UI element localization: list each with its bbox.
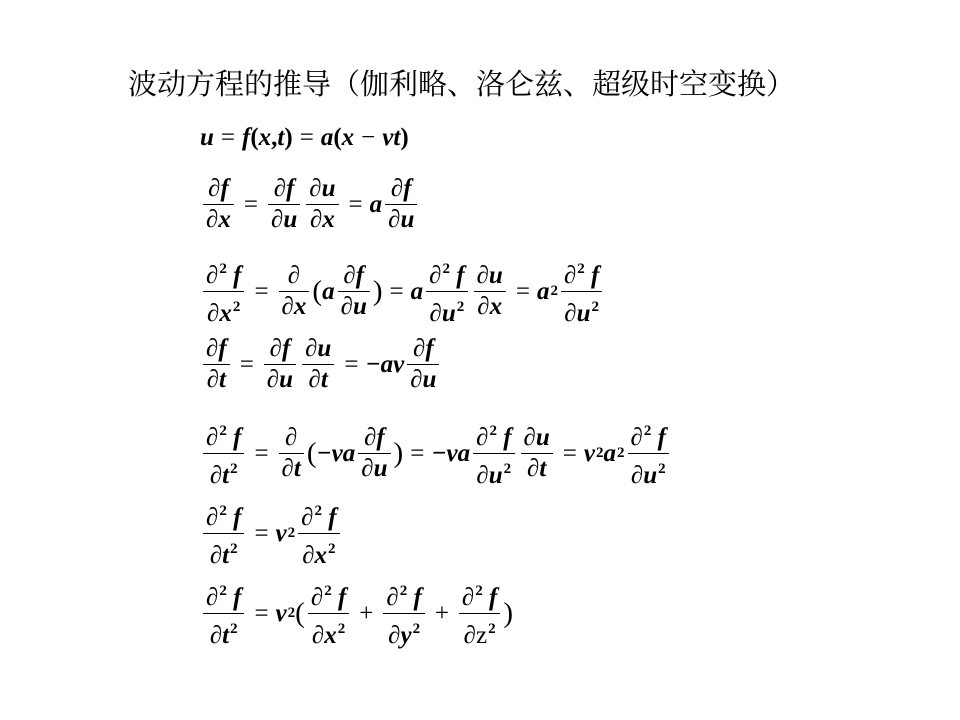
left-paren: ( xyxy=(306,437,317,469)
math-symbol: ∂ xyxy=(388,622,401,649)
math-symbol: u xyxy=(279,366,294,393)
fraction-denominator xyxy=(473,454,514,489)
left-paren: ( xyxy=(250,124,259,151)
math-symbol: ∂ xyxy=(206,206,219,233)
equals-sign: = xyxy=(389,277,404,305)
fraction-d2f-dt2 xyxy=(203,498,244,569)
fraction-numerator xyxy=(308,578,349,613)
math-symbol: f xyxy=(233,584,242,611)
math-symbol: ∂ xyxy=(410,366,423,393)
fraction-numerator xyxy=(298,498,339,533)
math-symbol: ∂ xyxy=(206,584,219,611)
exponent-2: 2 xyxy=(489,423,497,439)
math-symbol: ∂ xyxy=(207,300,220,327)
math-symbol: ∂ xyxy=(208,175,221,202)
math-symbol: ∂ xyxy=(361,455,374,482)
math-symbol: f xyxy=(233,262,242,289)
fraction-denominator xyxy=(306,365,331,393)
fraction-d2f-dy2 xyxy=(383,578,424,649)
exponent-2: 2 xyxy=(219,423,227,439)
math-symbol: x xyxy=(322,206,335,233)
math-symbol: ∂ xyxy=(463,622,477,649)
fraction-numerator xyxy=(271,176,298,204)
var-a: a xyxy=(536,277,550,305)
fraction-d2f-du2 xyxy=(426,256,467,327)
fraction-denominator xyxy=(264,365,296,393)
math-symbol: u xyxy=(643,462,658,489)
var-v: v xyxy=(382,124,394,151)
equals-sign: = xyxy=(562,439,577,467)
math-symbol: ∂ xyxy=(461,584,475,611)
math-symbol: ∂ xyxy=(281,455,294,482)
math-symbol: u xyxy=(400,206,415,233)
math-symbol: ∂ xyxy=(281,293,294,320)
math-symbol: ∂ xyxy=(477,293,490,320)
coefficient-neg-av: −av xyxy=(365,350,405,378)
equals-sign: = xyxy=(254,519,269,547)
fraction-numerator xyxy=(306,176,338,204)
exponent-2: 2 xyxy=(328,541,336,557)
left-paren: ( xyxy=(312,275,323,307)
fraction-df-du xyxy=(264,336,296,393)
fraction-numerator xyxy=(340,263,367,291)
var-a: a xyxy=(322,277,335,305)
math-symbol: ∂ xyxy=(563,262,577,289)
fraction-d2f-dt2 xyxy=(203,418,244,489)
exponent-2: 2 xyxy=(617,445,625,461)
equation-3 xyxy=(200,256,605,327)
math-symbol: f xyxy=(657,424,666,451)
fraction-denominator xyxy=(279,292,310,320)
math-symbol: u xyxy=(422,366,437,393)
exponent-2: 2 xyxy=(596,445,604,461)
right-paren: ) xyxy=(503,597,514,629)
math-symbol: f xyxy=(233,504,242,531)
equals-sign: = xyxy=(243,190,258,218)
math-symbol: ∂ xyxy=(273,175,287,202)
math-symbol: ∂ xyxy=(388,206,401,233)
fraction-numerator xyxy=(561,256,602,291)
equals-sign: = xyxy=(239,350,254,378)
math-symbol: x xyxy=(218,206,231,233)
exponent-2: 2 xyxy=(503,461,512,477)
math-symbol: f xyxy=(503,424,512,451)
math-symbol: x xyxy=(324,622,337,649)
var-x: x xyxy=(341,124,355,151)
exponent-2: 2 xyxy=(230,621,238,637)
exponent-2: 2 xyxy=(658,461,666,477)
math-symbol: ∂ xyxy=(630,424,643,451)
math-symbol: ∂ xyxy=(206,366,220,393)
math-symbol: f xyxy=(328,504,337,531)
var-v: v xyxy=(275,519,287,547)
equation-4 xyxy=(200,336,442,393)
fraction-du-dt xyxy=(521,425,553,482)
fraction-df-du xyxy=(407,336,439,393)
math-symbol: t xyxy=(293,455,301,482)
fraction-d2f-dx2 xyxy=(203,256,244,327)
math-symbol: f xyxy=(376,424,385,451)
fraction-numerator xyxy=(285,263,303,291)
right-paren: ) xyxy=(393,437,404,469)
var-t: t xyxy=(277,124,285,151)
fraction-d2f-du2 xyxy=(473,418,514,489)
plus-sign: + xyxy=(434,599,449,627)
fraction-d2f-du2 xyxy=(561,256,602,327)
fraction-numerator xyxy=(205,176,232,204)
exponent-2: 2 xyxy=(230,461,238,477)
math-symbol: ∂ xyxy=(429,262,442,289)
fraction-du-dt xyxy=(302,336,334,393)
math-symbol: ∂ xyxy=(305,335,318,362)
slide-title: 波动方程的推导（伽利略、洛仑兹、超级时空变换） xyxy=(128,67,796,101)
exponent-2: 2 xyxy=(475,583,483,599)
math-symbol: y xyxy=(400,622,412,649)
right-paren: ) xyxy=(284,124,293,151)
math-symbol: x xyxy=(489,293,503,320)
math-symbol: ∂ xyxy=(308,366,321,393)
fraction-denominator xyxy=(204,365,229,393)
math-symbol: ∂ xyxy=(311,622,325,649)
math-symbol: t xyxy=(320,366,328,393)
fraction-d-dx xyxy=(279,263,310,320)
exponent-2: 2 xyxy=(287,525,296,541)
math-symbol: u xyxy=(317,335,332,362)
math-symbol: f xyxy=(403,175,412,202)
math-symbol: f xyxy=(413,584,422,611)
exponent-2: 2 xyxy=(550,283,558,299)
fraction-numerator xyxy=(361,425,388,453)
fraction-du-dx xyxy=(306,176,338,233)
math-symbol: ∂ xyxy=(476,462,489,489)
exponent-2: 2 xyxy=(577,261,585,277)
fraction-denominator xyxy=(203,205,234,233)
fraction-denominator xyxy=(407,365,439,393)
right-paren: ) xyxy=(400,124,409,151)
math-symbol: x xyxy=(293,293,307,320)
math-symbol: ∂ xyxy=(285,424,298,451)
math-symbol: ∂ xyxy=(206,335,219,362)
exponent-2: 2 xyxy=(230,541,238,557)
fraction-denominator xyxy=(309,614,348,649)
fraction-denominator xyxy=(426,292,467,327)
math-symbol: u xyxy=(488,262,503,289)
math-symbol: z xyxy=(476,622,488,649)
math-symbol: ∂ xyxy=(476,262,489,289)
math-symbol: ∂ xyxy=(269,335,282,362)
exponent-2: 2 xyxy=(219,503,227,519)
math-symbol: f xyxy=(218,335,227,362)
fraction-denominator xyxy=(204,292,243,327)
fraction-numerator xyxy=(426,256,467,291)
var-v: v xyxy=(275,599,287,627)
math-symbol: ∂ xyxy=(412,335,426,362)
left-paren: ( xyxy=(295,597,305,629)
fraction-numerator xyxy=(282,425,300,453)
coefficient-neg-va: −va xyxy=(316,439,356,467)
math-symbol: ∂ xyxy=(630,462,644,489)
fraction-numerator xyxy=(459,578,500,613)
math-symbol: t xyxy=(222,622,230,649)
math-symbol: u xyxy=(441,300,456,327)
fraction-denominator xyxy=(524,454,549,482)
equals-sign: = xyxy=(254,599,269,627)
var-a: a xyxy=(369,190,383,218)
math-symbol: ∂ xyxy=(209,622,223,649)
math-symbol: ∂ xyxy=(209,542,223,569)
equation-5 xyxy=(200,418,672,489)
fraction-numerator xyxy=(203,578,244,613)
fraction-numerator xyxy=(628,418,669,453)
math-symbol: u xyxy=(488,462,503,489)
math-symbol: ∂ xyxy=(429,300,442,327)
exponent-2: 2 xyxy=(324,583,332,599)
var-x: x xyxy=(258,124,272,151)
math-symbol: ∂ xyxy=(309,175,322,202)
math-symbol: ∂ xyxy=(340,293,353,320)
math-symbol: ∂ xyxy=(266,366,280,393)
fraction-df-du xyxy=(338,263,370,320)
fraction-denominator xyxy=(207,614,241,649)
math-symbol: ∂ xyxy=(309,206,323,233)
math-symbol: ∂ xyxy=(206,424,219,451)
math-symbol: u xyxy=(535,424,550,451)
math-symbol: f xyxy=(425,335,434,362)
exponent-2: 2 xyxy=(219,583,227,599)
fraction-denominator xyxy=(338,292,370,320)
math-symbol: ∂ xyxy=(364,424,377,451)
comma: , xyxy=(271,124,278,151)
math-symbol: ∂ xyxy=(301,504,314,531)
exponent-2: 2 xyxy=(591,299,600,315)
fraction-df-du xyxy=(385,176,417,233)
math-symbol: f xyxy=(456,262,465,289)
fraction-numerator xyxy=(410,336,437,364)
var-a: a xyxy=(410,277,424,305)
fraction-denominator xyxy=(207,534,241,569)
math-symbol: x xyxy=(219,300,232,327)
fraction-denominator xyxy=(279,454,304,482)
fraction-denominator xyxy=(474,292,505,320)
var-f: f xyxy=(242,124,251,151)
math-symbol: f xyxy=(337,584,347,611)
math-symbol: t xyxy=(539,455,547,482)
equals-sign: = xyxy=(254,439,269,467)
fraction-numerator xyxy=(388,176,415,204)
math-symbol: ∂ xyxy=(287,262,301,289)
math-symbol: ∂ xyxy=(564,300,577,327)
fraction-d2f-dt2 xyxy=(203,578,244,649)
fraction-numerator xyxy=(474,263,506,291)
fraction-df-du xyxy=(268,176,300,233)
equals-sign: = xyxy=(254,277,269,305)
minus-sign: − xyxy=(361,124,376,151)
equation-6 xyxy=(200,498,343,569)
fraction-numerator xyxy=(473,418,514,453)
fraction-d2f-dz2 xyxy=(459,578,500,649)
fraction-numerator xyxy=(203,418,244,453)
math-symbol: f xyxy=(281,335,291,362)
fraction-numerator xyxy=(203,498,244,533)
math-symbol: f xyxy=(591,262,600,289)
fraction-denominator xyxy=(461,614,499,649)
var-t: t xyxy=(393,124,401,151)
fraction-numerator xyxy=(203,336,230,364)
math-symbol: ∂ xyxy=(206,504,219,531)
left-paren: ( xyxy=(333,124,342,151)
equals-sign: = xyxy=(348,190,363,218)
fraction-df-dx xyxy=(203,176,234,233)
fraction-denominator xyxy=(385,205,417,233)
equals-sign: = xyxy=(220,124,236,151)
math-symbol: u xyxy=(352,293,367,320)
fraction-denominator xyxy=(358,454,390,482)
fraction-denominator xyxy=(628,454,669,489)
math-symbol: f xyxy=(233,424,242,451)
exponent-2: 2 xyxy=(232,299,241,315)
fraction-d2f-du2 xyxy=(628,418,669,489)
exponent-2: 2 xyxy=(337,621,346,637)
var-u: u xyxy=(200,124,214,151)
math-symbol: ∂ xyxy=(523,424,536,451)
fraction-denominator xyxy=(268,205,300,233)
math-symbol: ∂ xyxy=(270,206,284,233)
math-symbol: ∂ xyxy=(343,262,356,289)
fraction-d2f-dx2 xyxy=(298,498,339,569)
fraction-numerator xyxy=(267,336,294,364)
exponent-2: 2 xyxy=(488,621,496,637)
fraction-numerator xyxy=(521,425,553,453)
math-symbol: ∂ xyxy=(302,542,315,569)
exponent-2: 2 xyxy=(442,261,450,277)
math-symbol: u xyxy=(576,300,591,327)
equals-sign: = xyxy=(344,350,359,378)
exponent-2: 2 xyxy=(287,605,296,621)
fraction-denominator xyxy=(207,454,241,489)
math-symbol: f xyxy=(489,584,498,611)
math-symbol: u xyxy=(373,455,388,482)
exponent-2: 2 xyxy=(643,423,652,439)
math-symbol: ∂ xyxy=(386,584,399,611)
math-symbol: u xyxy=(283,206,298,233)
var-v: v xyxy=(583,439,595,467)
math-symbol: t xyxy=(219,366,226,393)
math-symbol: t xyxy=(222,542,230,569)
exponent-2: 2 xyxy=(219,261,227,277)
fraction-numerator xyxy=(383,578,424,613)
exponent-2: 2 xyxy=(314,503,323,519)
fraction-du-dx xyxy=(474,263,506,320)
var-a: a xyxy=(320,124,334,151)
equals-sign: = xyxy=(410,439,425,467)
fraction-numerator xyxy=(302,336,334,364)
math-symbol: ∂ xyxy=(209,462,223,489)
equation-2 xyxy=(200,176,420,233)
fraction-denominator xyxy=(385,614,423,649)
fraction-denominator xyxy=(561,292,602,327)
fraction-d-dt xyxy=(279,425,304,482)
fraction-denominator xyxy=(307,205,338,233)
coefficient-neg-va: −va xyxy=(431,439,471,467)
math-symbol: ∂ xyxy=(390,175,404,202)
math-symbol: ∂ xyxy=(526,455,540,482)
math-symbol: x xyxy=(314,542,328,569)
exponent-2: 2 xyxy=(412,621,421,637)
math-symbol: u xyxy=(321,175,336,202)
math-symbol: t xyxy=(222,462,230,489)
fraction-df-du xyxy=(358,425,390,482)
equation-1 xyxy=(200,124,409,152)
math-symbol: f xyxy=(286,175,295,202)
exponent-2: 2 xyxy=(399,583,408,599)
fraction-numerator xyxy=(203,256,244,291)
fraction-d2f-dx2 xyxy=(308,578,349,649)
plus-sign: + xyxy=(359,599,374,627)
fraction-denominator xyxy=(299,534,338,569)
var-a: a xyxy=(603,439,616,467)
right-paren: ) xyxy=(372,275,383,307)
math-symbol: f xyxy=(355,262,365,289)
math-symbol: ∂ xyxy=(310,584,324,611)
equals-sign: = xyxy=(299,124,314,151)
equation-7 xyxy=(200,578,513,649)
equals-sign: = xyxy=(515,277,530,305)
math-symbol: f xyxy=(220,175,229,202)
math-symbol: ∂ xyxy=(476,424,489,451)
math-symbol: ∂ xyxy=(206,262,219,289)
exponent-2: 2 xyxy=(456,299,465,315)
fraction-df-dt xyxy=(203,336,230,393)
